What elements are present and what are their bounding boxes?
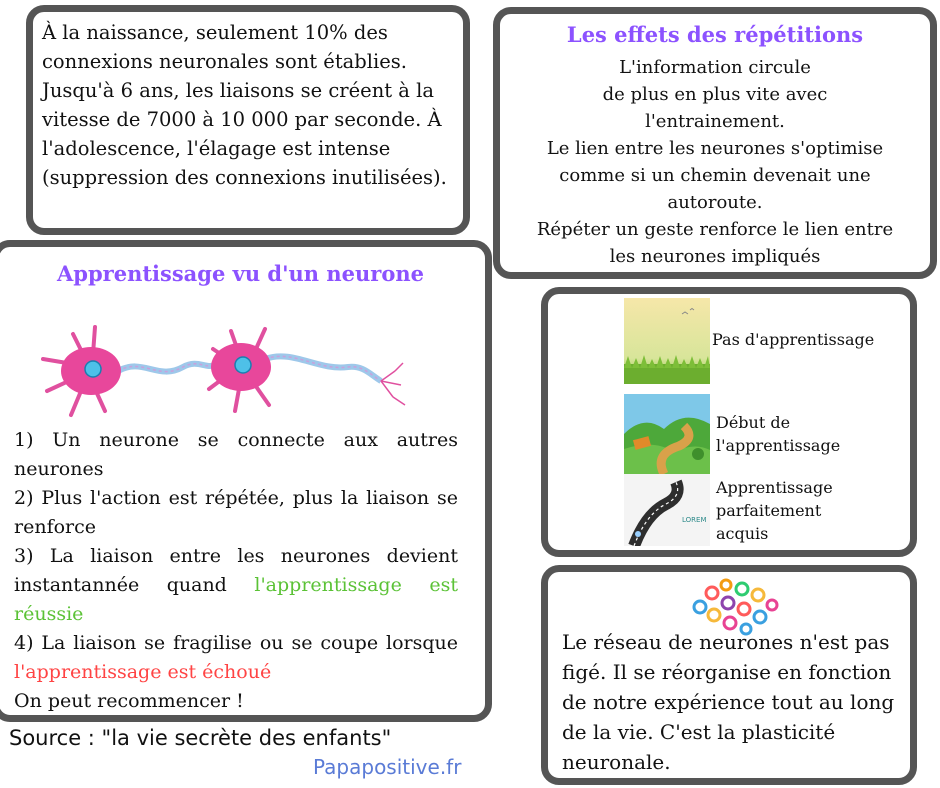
neuron-learning-card: [0, 240, 492, 722]
neuron-learning-title: Apprentissage vu d'un neurone: [57, 261, 424, 286]
path-image: [624, 394, 710, 474]
repetitions-line: comme si un chemin devenait une: [559, 165, 871, 186]
stage-label: Pas d'apprentissage: [712, 329, 875, 349]
stage-label: parfaitement: [716, 500, 822, 520]
stage-label: Début de: [716, 413, 791, 432]
stage-label: l'apprentissage: [716, 436, 841, 455]
step-2: 2) Plus l'action est répétée, plus la liaison se renforce: [14, 487, 458, 538]
step-5: On peut recommencer !: [14, 690, 244, 712]
repetitions-title: Les effets des répétitions: [566, 22, 864, 47]
plasticity-text: Le réseau de neurones n'est pas figé. Il se réorganise en fonction de notre expérience tout au long de la vie. C'est la plasticité neuronale.: [562, 630, 895, 774]
repetitions-line: L'information circule: [619, 57, 811, 78]
step-4: 4) La liaison se fragilise ou se coupe lorsque l'apprentissage est échoué: [14, 632, 458, 683]
repetitions-line: Le lien entre les neurones s'optimise: [546, 138, 884, 159]
step-3-success: l'apprentissage est réussie: [14, 574, 458, 625]
birth-facts-card: [26, 5, 470, 235]
learning-stages-card: [541, 287, 917, 557]
neurons-illustration: [33, 319, 413, 424]
meadow-image: [624, 298, 710, 384]
neuron-2: [209, 329, 271, 411]
repetitions-body: [506, 54, 924, 270]
stage-label: Apprentissage: [716, 477, 833, 497]
step-3: 3) La liaison entre les neurones devient instantannée quand l'apprentissage est réussie: [14, 545, 458, 625]
repetitions-line: autoroute.: [667, 192, 763, 213]
repetitions-line: Répéter un geste renforce le lien entre: [536, 219, 894, 240]
site-link[interactable]: Papapositive.fr: [313, 755, 462, 779]
repetitions-line: les neurones impliqués: [609, 246, 821, 267]
learning-steps: [14, 426, 458, 716]
step-1: 1) Un neurone se connecte aux autres neurones: [14, 429, 458, 480]
stage-label: acquis: [716, 523, 769, 543]
repetitions-card: [493, 7, 937, 279]
plasticity-card: [541, 565, 917, 785]
repetitions-line: de plus en plus vite avec: [602, 84, 828, 105]
stage-no-learning: [624, 298, 874, 384]
road-sign-text: LOREM: [682, 516, 707, 524]
stage-acquired: [624, 474, 833, 546]
neuron-1: [43, 327, 121, 415]
birth-facts-text: À la naissance, seulement 10% des connexions neuronales sont établies. Jusqu'à 6 ans, les liaisons se créent à la vitesse de 7000 à 10 000 par seconde. À l'adolescence, l'élagage est intense (suppression des connexions inutilisées).: [42, 21, 447, 189]
road-image: [624, 474, 710, 546]
repetitions-line: l'entrainement.: [645, 111, 785, 132]
step-4-failure: l'apprentissage est échoué: [14, 661, 272, 683]
stage-beginning: [624, 394, 840, 474]
source-citation: Source : "la vie secrète des enfants": [9, 726, 392, 750]
